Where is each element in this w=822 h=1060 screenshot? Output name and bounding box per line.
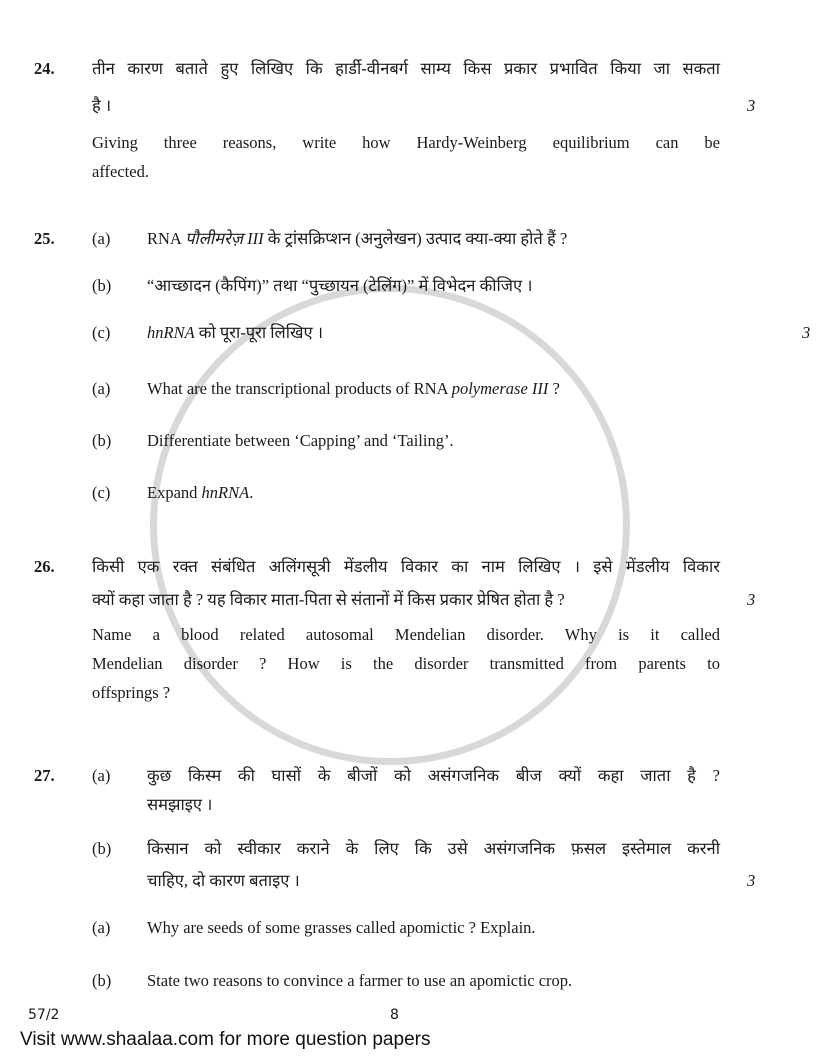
marks: 3 <box>802 323 811 342</box>
english-text: Name a blood related autosomal Mendelian disorder. Why is it called <box>92 625 720 644</box>
english-text: Differentiate between ‘Capping’ and ‘Tailing’. <box>147 431 454 450</box>
question-number: 24. <box>34 59 55 78</box>
italic-text: polymerase III <box>451 379 549 398</box>
hindi-text: किसी एक रक्त संबंधित अलिंगसूत्री मेंडलीय विकार का नाम लिखिए । इसे मेंडलीय विकार <box>92 557 720 576</box>
part-label: (a) <box>92 918 111 937</box>
english-text <box>147 378 720 400</box>
part-label: (a) <box>92 229 111 248</box>
hindi-text: तीन कारण बताते हुए लिखिए कि हार्डी-वीनबर्ग साम्य किस प्रकार प्रभावित किया जा सकता <box>92 59 720 78</box>
english-text: Giving three reasons, write how Hardy-Weinberg equilibrium can be <box>92 133 720 152</box>
text: . <box>249 483 254 502</box>
hindi-text: किसान को स्वीकार कराने के लिए कि उसे असंगजनिक फ़सल इस्तेमाल करनी <box>147 839 720 858</box>
question-number: 26. <box>34 557 55 576</box>
hindi-text <box>147 322 720 344</box>
part-label: (b) <box>92 839 112 858</box>
italic-text: hnRNA <box>147 323 195 342</box>
text: What are the transcriptional products of RNA <box>147 379 452 398</box>
question-26 <box>34 556 766 704</box>
hindi-text: क्यों कहा जाता है ? यह विकार माता-पिता से संतानों में किस प्रकार प्रेषित होता है ? <box>92 590 565 609</box>
paper-code: 57/2 <box>28 1007 60 1023</box>
page-number: 8 <box>390 1007 399 1023</box>
question-24 <box>34 58 766 183</box>
text: को पूरा-पूरा लिखिए । <box>194 323 324 342</box>
italic-text: hnRNA <box>201 483 250 502</box>
question-number: 25. <box>34 229 55 248</box>
english-text: State two reasons to convince a farmer to use an apomictic crop. <box>147 971 573 990</box>
part-label: (b) <box>92 971 112 990</box>
marks: 3 <box>747 871 756 890</box>
visit-link[interactable]: Visit www.shaalaa.com for more question papers <box>20 1029 431 1050</box>
hindi-text: चाहिए, दो कारण बताइए । <box>147 871 300 890</box>
part-label: (b) <box>92 431 112 450</box>
italic-text: पौलीमरेज़ III <box>185 229 264 248</box>
english-text <box>147 482 720 504</box>
english-text: Why are seeds of some grasses called apomictic ? Explain. <box>147 918 536 937</box>
english-text: affected. <box>92 162 149 181</box>
text: ? <box>548 379 560 398</box>
part-label: (c) <box>92 483 111 502</box>
footer <box>28 1006 766 1024</box>
hindi-text: “आच्छादन (कैपिंग)” तथा “पुच्छायन (टेलिंग)” में विभेदन कीजिए । <box>147 276 533 295</box>
question-25 <box>34 228 811 504</box>
text: RNA <box>147 229 186 248</box>
text: Expand <box>147 483 202 502</box>
question-number: 27. <box>34 766 55 785</box>
hindi-text <box>147 228 720 250</box>
part-label: (a) <box>92 379 111 398</box>
marks: 3 <box>747 590 756 609</box>
hindi-text: कुछ किस्म की घासों के बीजों को असंगजनिक बीज क्यों कहा जाता है ? <box>147 766 720 785</box>
english-text: Mendelian disorder ? How is the disorder transmitted from parents to <box>92 654 720 673</box>
english-text: offsprings ? <box>92 683 171 702</box>
part-label: (c) <box>92 323 111 342</box>
text: के ट्रांसक्रिप्शन (अनुलेखन) उत्पाद क्या-क्या होते हैं ? <box>263 229 568 248</box>
marks: 3 <box>747 96 756 115</box>
hindi-text: समझाइए । <box>147 795 213 814</box>
question-27 <box>34 765 766 992</box>
part-label: (b) <box>92 276 112 295</box>
part-label: (a) <box>92 766 111 785</box>
hindi-text: है । <box>92 96 112 115</box>
